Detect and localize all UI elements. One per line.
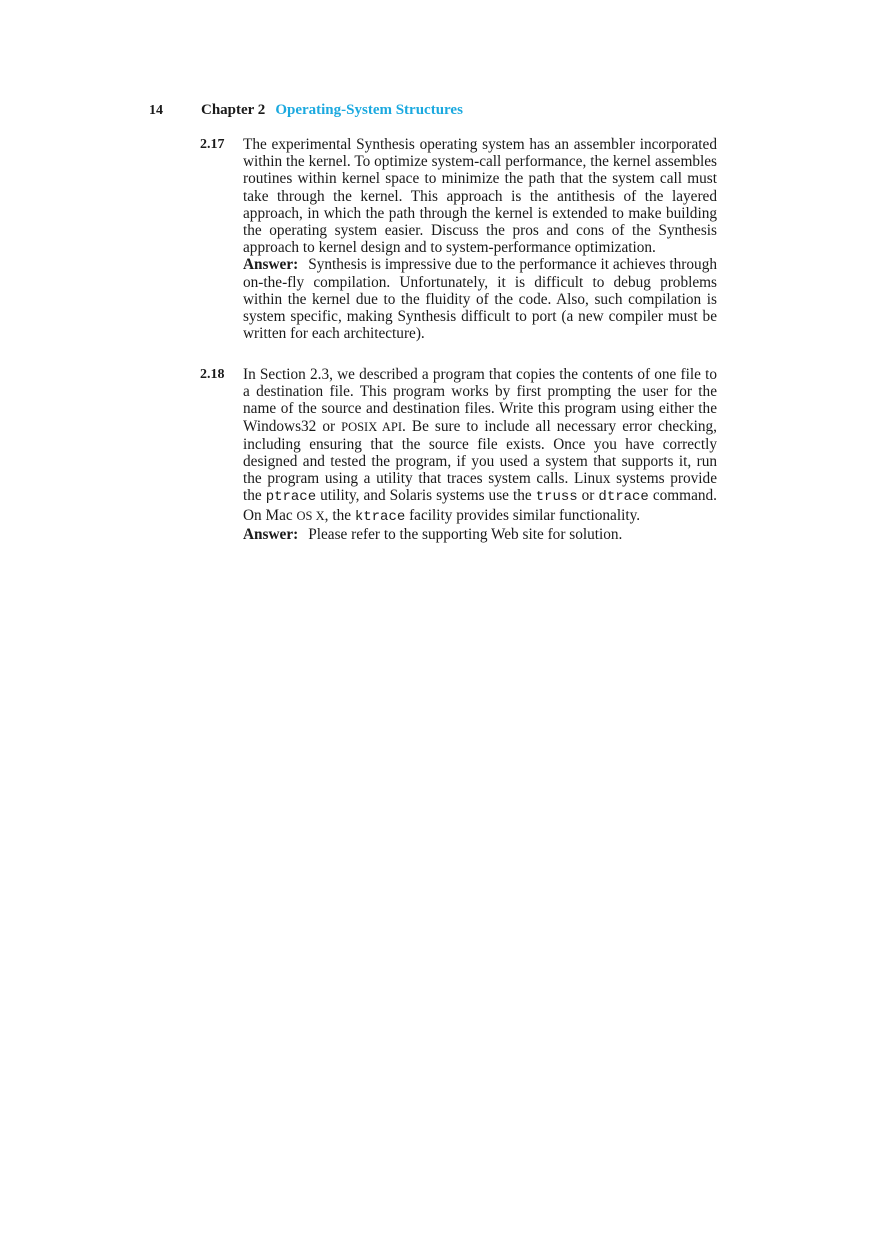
question-text: facility provides similar functionality. [405,506,641,524]
exercise-2-17 [200,136,717,342]
page-number: 14 [149,103,163,118]
running-header [149,100,463,120]
exercise-body [243,136,717,342]
question-text: or [577,487,599,505]
answer-text: Synthesis is impressive due to the performance it achieves through on-the-fly compilation. Unfortunately, it is difficult to debug problems within the kernel due to the fluidity of the code. Also, such compilation is system specific, making Synthesis difficult to port (a new compiler must be written for each architecture). [243,256,717,343]
question-text: In Section 2.3, we described a program that copies the contents of one file to a destination file. This program works by first prompting the user for the name of the source and destination files. Write this program using either the Windows32 or [243,366,717,435]
exercise-body [243,366,717,543]
exercise-number: 2.18 [200,367,225,382]
exercise-number: 2.17 [200,137,225,152]
ktrace-code: ktrace [354,508,406,525]
exercise-2-18 [200,366,717,543]
exercise-question: The experimental Synthesis operating system has an assembler incorporated within the kernel. To optimize system-call performance, the kernel assembles routines within kernel space to minimize the path that the system call must take through the kernel. This approach is the antithesis of the layered approach, in which the path through the kernel is extended to make building the operating system easier. Discuss the pros and cons of the Synthesis approach to kernel design and to system-performance optimization. [243,136,717,257]
chapter-label: Chapter 2 [201,102,266,118]
answer-label: Answer: [243,256,299,274]
answer-label: Answer: [243,525,299,543]
os-x-term: OS X [296,508,325,523]
truss-code: truss [535,489,578,506]
question-text: . Be sure to include all necessary error checking, including ensuring that the source file exists. Once you have correctly designed and tested the program, if you used a system that supports it, run the program using a utility that traces system calls. Linux systems provide the [243,417,717,505]
question-text: utility, and Solaris systems use the [316,487,536,505]
question-text: , the [324,506,355,524]
posix-api-term: POSIX API [341,419,403,434]
question-text: command. On Mac [243,487,717,524]
exercise-answer [243,256,717,342]
chapter-title: Operating-System Structures [275,102,463,118]
exercise-answer [243,526,717,543]
answer-text: Please refer to the supporting Web site for solution. [308,525,623,543]
dtrace-code: dtrace [598,489,649,506]
ptrace-code: ptrace [265,489,317,506]
exercise-question [243,366,717,526]
